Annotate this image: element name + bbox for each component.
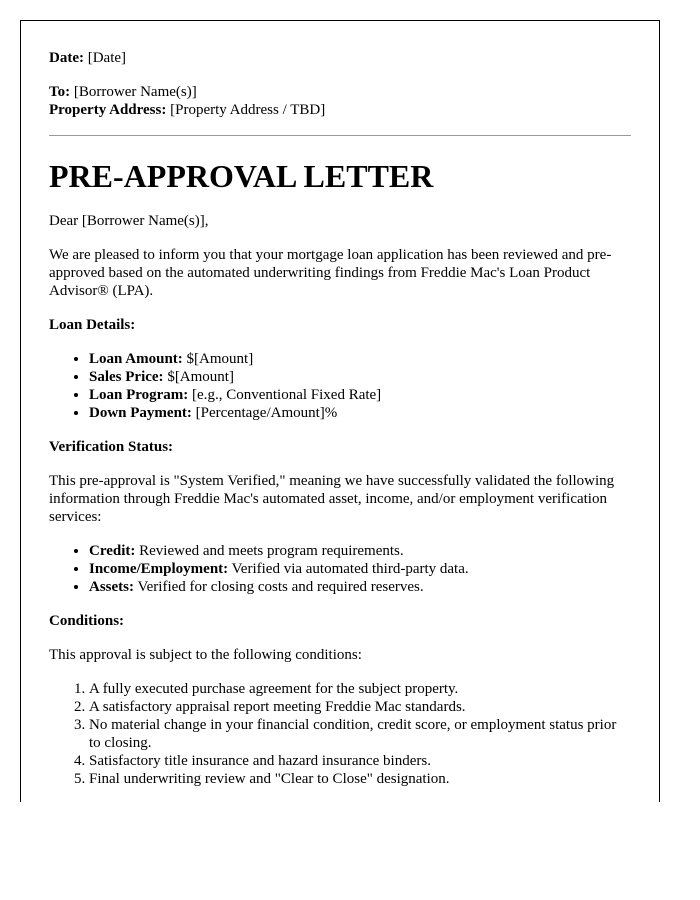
loan-detail-item: [89, 404, 631, 422]
property-address-line: [49, 101, 631, 119]
condition-item: 5. Final underwriting review and "Clear to Close" designation.: [89, 770, 631, 788]
conditions-heading: Conditions:: [49, 613, 125, 629]
loan-detail-item: [89, 386, 631, 404]
date-value: [Date]: [87, 50, 127, 66]
to-line: [49, 83, 631, 101]
loan-detail-label: Loan Amount:: [89, 351, 183, 367]
loan-detail-value: [e.g., Conventional Fixed Rate]: [192, 387, 382, 403]
verification-value: Reviewed and meets program requirements.: [139, 543, 404, 559]
loan-details-list: [49, 350, 631, 422]
loan-detail-label: Down Payment:: [89, 405, 192, 421]
condition-item: 2. A satisfactory appraisal report meeting Freddie Mac standards.: [89, 698, 631, 716]
verification-item: [89, 560, 631, 578]
letter-page: [20, 20, 660, 802]
salutation: Dear [Borrower Name(s)],: [49, 213, 209, 229]
verification-item: [89, 542, 631, 560]
header-divider: [49, 135, 631, 136]
intro-paragraph: We are pleased to inform you that your mortgage loan application has been reviewed and pre-approved based on the automated underwriting findings from Freddie Mac's Loan Product Advisor® (LPA).: [49, 247, 612, 299]
verification-label: Income/Employment:: [89, 561, 229, 577]
loan-detail-value: $[Amount]: [167, 369, 234, 385]
verification-item: [89, 578, 631, 596]
to-value: [Borrower Name(s)]: [73, 84, 197, 100]
condition-item: 1. A fully executed purchase agreement for the subject property.: [89, 680, 631, 698]
condition-item: 3. No material change in your financial condition, credit score, or employment status prior to closing.: [89, 716, 631, 752]
date-line: [49, 49, 631, 67]
verification-heading: Verification Status:: [49, 439, 174, 455]
loan-detail-label: Sales Price:: [89, 369, 164, 385]
loan-detail-label: Loan Program:: [89, 387, 189, 403]
loan-detail-item: [89, 350, 631, 368]
to-label: To:: [49, 84, 71, 100]
verification-value: Verified via automated third-party data.: [231, 561, 469, 577]
verification-label: Assets:: [89, 579, 134, 595]
verification-value: Verified for closing costs and required reserves.: [137, 579, 424, 595]
letter-body: [49, 49, 631, 802]
loan-details-heading: Loan Details:: [49, 317, 136, 333]
loan-detail-value: $[Amount]: [186, 351, 254, 367]
verification-label: Credit:: [89, 543, 136, 559]
property-address-value: [Property Address / TBD]: [170, 102, 326, 118]
date-label: Date:: [49, 50, 84, 66]
verification-list: [49, 542, 631, 596]
condition-item: 4. Satisfactory title insurance and hazard insurance binders.: [89, 752, 631, 770]
property-address-label: Property Address:: [49, 102, 167, 118]
loan-detail-value: [Percentage/Amount]%: [195, 405, 338, 421]
conditions-list: [49, 680, 631, 788]
loan-detail-item: [89, 368, 631, 386]
page-title: PRE-APPROVAL LETTER: [49, 158, 434, 194]
verification-paragraph: This pre-approval is "System Verified," meaning we have successfully validated the following information through Freddie Mac's automated asset, income, and/or employment verification services:: [49, 473, 615, 525]
conditions-paragraph: This approval is subject to the following conditions:: [49, 647, 362, 663]
